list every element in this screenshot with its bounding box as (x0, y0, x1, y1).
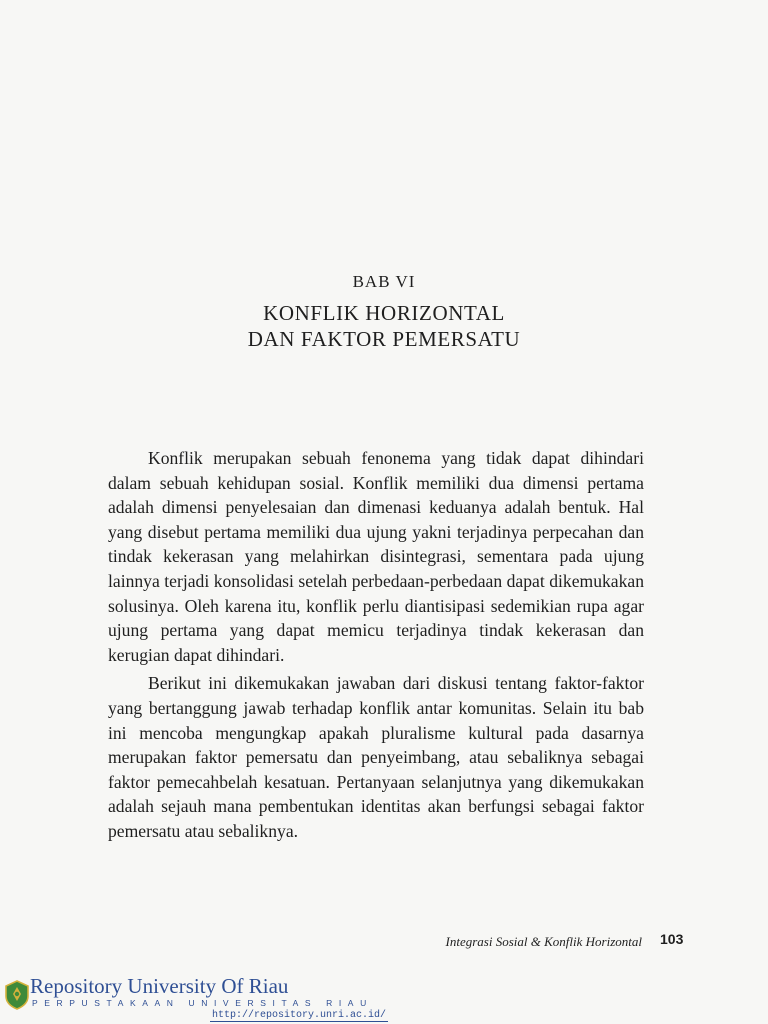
watermark-subtitle: PERPUSTAKAAN UNIVERSITAS RIAU (32, 998, 373, 1008)
watermark-title: Repository University Of Riau (30, 974, 289, 998)
page-number: 103 (660, 931, 684, 947)
chapter-title (0, 300, 768, 352)
chapter-title-line-2: DAN FAKTOR PEMERSATU (247, 327, 521, 351)
watermark-url-link[interactable]: http://repository.unri.ac.id/ (212, 1010, 387, 1021)
chapter-title-line-1: KONFLIK HORIZONTAL (263, 301, 505, 325)
chapter-label: BAB VI (352, 272, 416, 291)
paragraph-2: Berikut ini dikemukakan jawaban dari diskusi tentang faktor-faktor yang bertanggung jawab terhadap konflik antar komunitas. Selain itu bab ini mencoba mengungkap apakah pluralisme kultural pada dasarnya merupakan faktor pemersatu dan penyeimbang, atau sebaliknya sebagai faktor pemecahbelah kesatuan. Pertanyaan selanjutnya yang dikemukakan adalah sejauh mana pembentukan identitas akan berfungsi sebagai faktor pemersatu atau sebaliknya. (108, 673, 644, 841)
repository-watermark (4, 974, 404, 1022)
body-text (108, 446, 644, 848)
running-footer: Integrasi Sosial & Konflik Horizontal (445, 934, 642, 949)
university-seal-icon (4, 980, 30, 1010)
paragraph-1: Konflik merupakan sebuah fenonema yang tidak dapat dihindari dalam sebuah kehidupan sosial. Konflik memiliki dua dimensi pertama adalah dimensi penyelesaian dan dimenasi keduanya adalah bentuk. Hal yang disebut pertama memiliki dua ujung yakni terjadinya perpecahan dan tindak kekerasan yang melahirkan disintegrasi, sementara pada ujung lainnya terjadi konsolidasi setelah perbedaan-perbedaan dapat dikemukakan solusinya. Oleh karena itu, konflik perlu diantisipasi sedemikian rupa agar ujung pertama yang dapat memicu terjadinya tindak kekerasan dan kerugian dapat dihindari. (108, 448, 644, 665)
